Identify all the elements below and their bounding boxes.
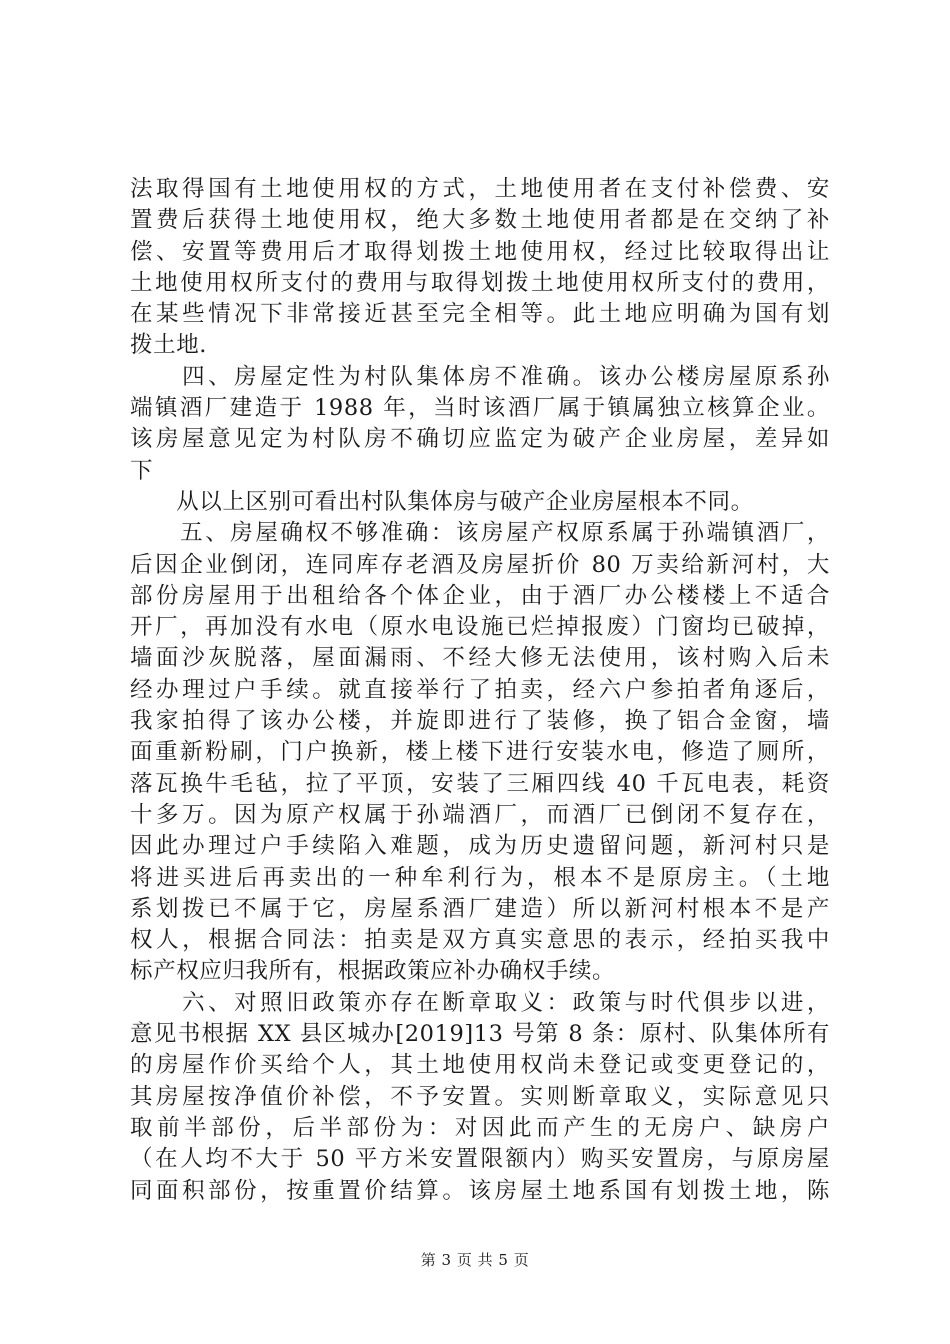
text-line: 下 (130, 457, 154, 484)
text-line: 偿、安置等费用后才取得划拨土地使用权，经过比较取得出让 (130, 238, 830, 265)
text-line: 从以上区别可看出村队集体房与破产企业房屋根本不同。 (130, 488, 754, 515)
text-line: 面重新粉刷，门户换新，楼上楼下进行安装水电，修造了厕所， (130, 739, 830, 766)
text-line: 因此办理过户手续陷入难题，成为历史遗留问题，新河村只是 (130, 833, 830, 860)
text-line: 端镇酒厂建造于 1988 年，当时该酒厂属于镇属独立核算企业。 (130, 395, 830, 422)
text-line: 其房屋按净值价补偿，不予安置。实则断章取义，实际意见只 (130, 1083, 830, 1110)
text-line: 经办理过户手续。就直接举行了拍卖，经六户参拍者角逐后， (130, 676, 830, 703)
document-body (130, 174, 830, 1207)
text-line: 六、对照旧政策亦存在断章取义：政策与时代俱步以进， (130, 989, 830, 1016)
text-line: 四、房屋定性为村队集体房不准确。该办公楼房屋原系孙 (130, 363, 830, 390)
text-line: 将进买进后再卖出的一种牟利行为，根本不是原房主。（土地 (130, 864, 830, 891)
text-line: 的房屋作价买给个人，其土地使用权尚未登记或变更登记的， (130, 1052, 830, 1079)
text-line: 十多万。因为原产权属于孙端酒厂，而酒厂已倒闭不复存在， (130, 801, 830, 828)
text-line: 同面积部份，按重置价结算。该房屋土地系国有划拨土地，陈 (130, 1177, 830, 1204)
text-line: 墙面沙灰脱落，屋面漏雨、不经大修无法使用，该村购入后未 (130, 645, 830, 672)
text-line: 后因企业倒闭，连同库存老酒及房屋折价 80 万卖给新河村，大 (130, 551, 830, 578)
text-line: 我家拍得了该办公楼，并旋即进行了装修，换了铝合金窗，墙 (130, 708, 830, 735)
text-line: 取前半部份，后半部份为：对因此而产生的无房户、缺房户 (130, 1114, 830, 1141)
text-line: 落瓦换牛毛毡，拉了平顶，安装了三厢四线 40 千瓦电表，耗资 (130, 770, 830, 797)
text-line: 部份房屋用于出租给各个体企业，由于酒厂办公楼楼上不适合 (130, 582, 830, 609)
text-line: 土地使用权所支付的费用与取得划拨土地使用权所支付的费用， (130, 269, 830, 296)
text-line: 该房屋意见定为村队房不确切应监定为破产企业房屋，差异如 (130, 426, 830, 453)
text-line: 置费后获得土地使用权，绝大多数土地使用者都是在交纳了补 (130, 207, 830, 234)
text-line: 法取得国有土地使用权的方式，土地使用者在支付补偿费、安 (130, 176, 830, 202)
text-line: 系划拨已不属于它，房屋系酒厂建造）所以新河村根本不是产 (130, 895, 830, 922)
text-line: 标产权应归我所有，根据政策应补办确权手续。 (130, 958, 616, 985)
text-line: 在某些情况下非常接近甚至完全相等。此土地应明确为国有划 (130, 301, 830, 328)
text-line: （在人均不大于 50 平方米安置限额内）购买安置房，与原房屋 (130, 1146, 830, 1173)
text-line: 拨土地. (130, 332, 208, 359)
text-line: 五、房屋确权不够准确：该房屋产权原系属于孙端镇酒厂， (130, 520, 830, 547)
text-line: 意见书根据 XX 县区城办[2019]13 号第 8 条：原村、队集体所有 (130, 1021, 830, 1048)
page-footer: 第 3 页 共 5 页 (420, 1251, 530, 1269)
text-line: 开厂，再加没有水电（原水电设施已烂掉报废）门窗均已破掉， (130, 614, 830, 641)
text-line: 权人，根据合同法：拍卖是双方真实意思的表示，经拍买我中 (130, 927, 830, 954)
